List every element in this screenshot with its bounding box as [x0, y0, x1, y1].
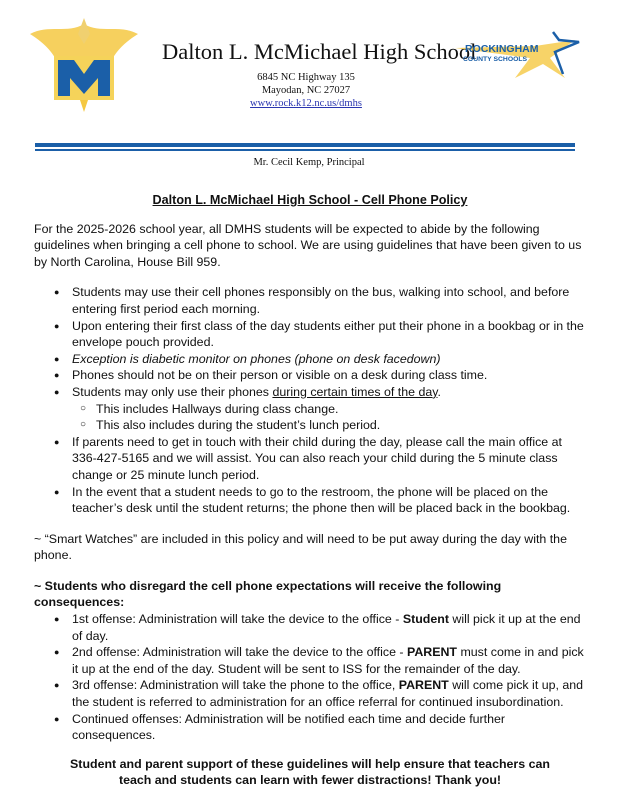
- sub-list: [72, 401, 586, 434]
- text: must come in and pick it up at the end of the day. Student will be sent to ISS for the remainder of the day.: [72, 645, 584, 676]
- bold-text: Student: [402, 612, 449, 627]
- text: will come pick it up, and the student is referred to administration for an office referral for continued insubordination.: [72, 678, 584, 710]
- svg-text:COUNTY SCHOOLS: COUNTY SCHOOLS: [463, 56, 528, 63]
- guidelines-list: [34, 284, 586, 516]
- consequences-heading: ~ Students who disregard the cell phone expectations will receive the following consequences:: [34, 578, 502, 610]
- sub-list-item: ○ This also includes during the student’s lunch period.: [96, 417, 586, 434]
- consequence-item: [72, 711, 586, 744]
- school-name: Dalton L. McMichael High School: [162, 39, 477, 64]
- address-line: Mayodan, NC 27027: [261, 85, 351, 96]
- policy-body: [34, 192, 586, 789]
- list-item: ● Students may use their cell phones responsibly on the bus, walking into school, and before entering first period each morning.: [72, 284, 586, 317]
- school-address: [216, 71, 396, 110]
- text: 3rd offense: Administration will take the phone to the office,: [72, 678, 399, 693]
- district-logo: [455, 30, 585, 80]
- underlined-text: during certain times of the day: [272, 384, 438, 399]
- list-item: ● In the event that a student needs to go to the restroom, the phone will be placed on the teacher’s desk until the student returns; the phone then will be placed back in the bookbag.: [72, 484, 586, 517]
- page-title: Dalton L. McMichael High School - Cell Phone Policy: [152, 193, 468, 207]
- bold-text: PARENT: [398, 678, 449, 693]
- website-link[interactable]: www.rock.k12.nc.us/dmhs: [250, 98, 362, 109]
- smart-watches-note: ~ “Smart Watches” are included in this policy and will need to be put away during the day with the phone.: [34, 531, 567, 563]
- text: will pick it up at the end of day.: [72, 612, 581, 643]
- header-rule: [35, 149, 575, 151]
- letterhead: [0, 0, 618, 170]
- text: Continued offenses: Administration will be notified each time and decide further consequences.: [72, 711, 506, 743]
- consequences-list: [34, 611, 586, 744]
- consequence-item: [72, 611, 586, 644]
- consequence-item: [72, 644, 586, 677]
- principal-name: Mr. Cecil Kemp, Principal: [253, 157, 365, 168]
- school-logo: [28, 14, 140, 114]
- closing-statement: Student and parent support of these guidelines will help ensure that teachers can teach and students can learn with fewer distractions! Thank you!: [70, 756, 550, 788]
- sub-list-item: ○ This includes Hallways during class change.: [96, 401, 586, 418]
- intro-paragraph: For the 2025-2026 school year, all DMHS students will be expected to abide by the following guidelines when bringing a cell phone to school. We are using guidelines that have been given to us by North Carolina, House Bill 959.: [34, 221, 582, 269]
- text: Students may only use their phones: [72, 384, 273, 399]
- list-item: ● Phones should not be on their person or visible on a desk during class time.: [72, 367, 586, 384]
- address-line: 6845 NC Highway 135: [257, 72, 355, 83]
- svg-text:ROCKINGHAM: ROCKINGHAM: [465, 43, 539, 55]
- list-item: ● If parents need to get in touch with their child during the day, please call the main office at 336-427-5165 and we will assist. You can also reach your child during the 5 minute class change or 25 minute lunch period.: [72, 434, 586, 484]
- header-rule: [35, 143, 575, 147]
- text: 1st offense: Administration will take the device to the office -: [72, 612, 403, 627]
- consequence-item: [72, 677, 586, 710]
- text: 2nd offense: Administration will take the device to the office -: [72, 645, 407, 660]
- bold-text: PARENT: [406, 645, 458, 660]
- list-item: ● Exception is diabetic monitor on phones (phone on desk facedown): [72, 351, 586, 368]
- list-item: [72, 384, 586, 434]
- text: .: [437, 384, 441, 399]
- list-item: ● Upon entering their first class of the day students either put their phone in a bookbag or in the envelope pouch provided.: [72, 318, 586, 351]
